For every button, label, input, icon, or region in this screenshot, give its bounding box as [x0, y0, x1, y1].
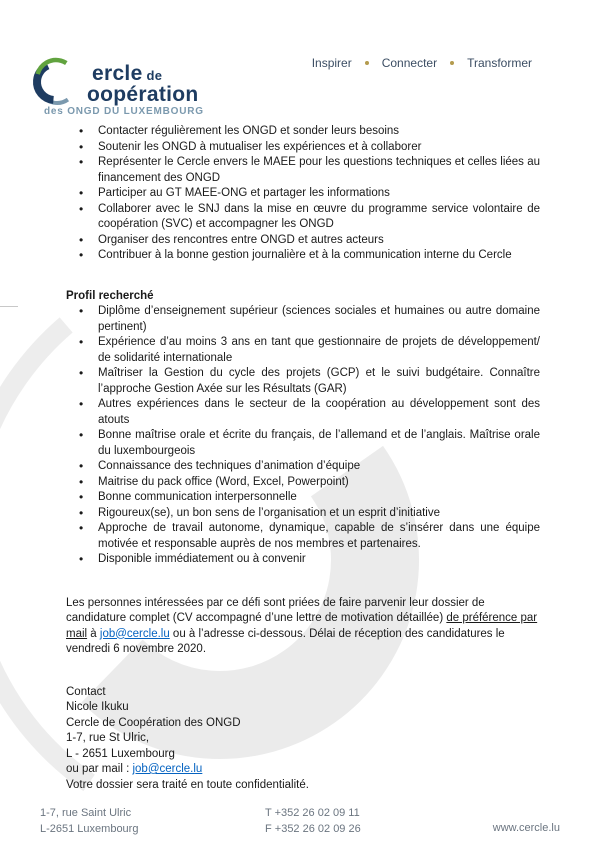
profile-list [66, 304, 540, 568]
contact-heading: Contact [66, 685, 106, 698]
dot-separator-icon [365, 61, 369, 65]
page-footer [0, 804, 600, 849]
profile-item: • Bonne maîtrise orale et écrite du français, de l’allemand et de l’anglais. Maîtrise orale du luxembourgeois [66, 428, 540, 459]
tagline-word: Connecter [382, 56, 454, 70]
org-logo [30, 52, 260, 124]
tagline [312, 56, 532, 70]
logo-subtitle: des ONGD DU LUXEMBOURG [44, 106, 204, 117]
contact-mail-line: ou par mail : job@cercle.lu [66, 763, 203, 775]
contact-org: Cercle de Coopération des ONGD [66, 716, 241, 729]
email-link[interactable]: job@cercle.lu [99, 627, 170, 640]
footer-fax: F +352 26 02 09 26 [265, 822, 361, 835]
logo-c-swoosh-icon [30, 56, 80, 106]
profile-item: • Diplôme d’enseignement supérieur (sciences sociales et humaines ou autre domaine pertinent) [66, 304, 540, 335]
dot-separator-icon [450, 61, 454, 65]
application-paragraph: Les personnes intéressées par ce défi sont priées de faire parvenir leur dossier de candidature complet (CV accompagné d’une lettre de motivation détaillée) de préférence par mail à job@cercle.lu ou à l’adresse ci-dessous. Délai de réception des candidatures le vendredi 6 novembre 2020. [66, 596, 538, 655]
contact-block [66, 685, 540, 794]
contact-email-link[interactable]: job@cercle.lu [132, 763, 203, 775]
profile-heading: Profil recherché [66, 289, 154, 302]
mission-item: • Contribuer à la bonne gestion journalière et à la communication interne du Cercle [66, 248, 540, 264]
footer-address: 1-7, rue Saint Ulric L-2651 Luxembourg [40, 807, 139, 835]
profile-item: • Approche de travail autonome, dynamique, capable de s’insérer dans une équipe motivée et responsable auprès de nos membres et partenaires. [66, 521, 540, 552]
profile-item: • Bonne communication interpersonnelle [66, 490, 540, 506]
fold-mark [0, 306, 18, 307]
profile-item: • Expérience d’au moins 3 ans en tant que gestionnaire de projets de développement/ de solidarité internationale [66, 335, 540, 366]
contact-name: Nicole Ikuku [66, 701, 129, 713]
profile-item: • Disponible immédiatement ou à convenir [66, 552, 540, 568]
profile-item: • Connaissance des techniques d’animation d’équipe [66, 459, 540, 475]
mission-item: • Organiser des rencontres entre ONGD et autres acteurs [66, 233, 540, 249]
missions-list [66, 124, 540, 264]
footer-website[interactable]: www.cercle.lu [492, 822, 560, 834]
footer-phone: T +352 26 02 09 11 [265, 807, 360, 819]
mission-item: • Collaborer avec le SNJ dans la mise en œuvre du programme service volontaire de coopération (SVC) et accompagner les ONGD [66, 202, 540, 233]
mission-item: • Participer au GT MAEE-ONG et partager les informations [66, 186, 540, 202]
contact-street: 1-7, rue St Ulric, [66, 732, 150, 744]
confidentiality-note: Votre dossier sera traité en toute confidentialité. [66, 778, 309, 791]
profile-item: • Rigoureux(se), un bon sens de l’organisation et un esprit d’initiative [66, 506, 540, 522]
mission-item: • Soutenir les ONGD à mutualiser les expériences et à collaborer [66, 140, 540, 156]
profile-item: • Autres expériences dans le secteur de la coopération au développement sont des atouts [66, 397, 540, 428]
profile-item: • Maitrise du pack office (Word, Excel, Powerpoint) [66, 475, 540, 491]
mission-item: • Contacter régulièrement les ONGD et sonder leurs besoins [66, 124, 540, 140]
tagline-word: Transformer [467, 56, 532, 70]
main-content [66, 124, 540, 793]
footer-phones [265, 806, 361, 837]
profile-item: • Maîtriser la Gestion du cycle des projets (GCP) et le suivi budgétaire. Connaître l’approche Gestion Axée sur les Résultats (GAR) [66, 366, 540, 397]
logo-word-cooperation: oopération [87, 83, 199, 106]
contact-city: L - 2651 Luxembourg [66, 747, 175, 760]
underlined-phrase: de préférence par mail [66, 612, 538, 640]
tagline-word: Inspirer [312, 56, 369, 70]
logo-word-cercle: ercle de [92, 62, 163, 85]
mission-item: • Représenter le Cercle envers le MAEE pour les questions techniques et celles liées au financement des ONGD [66, 155, 540, 186]
